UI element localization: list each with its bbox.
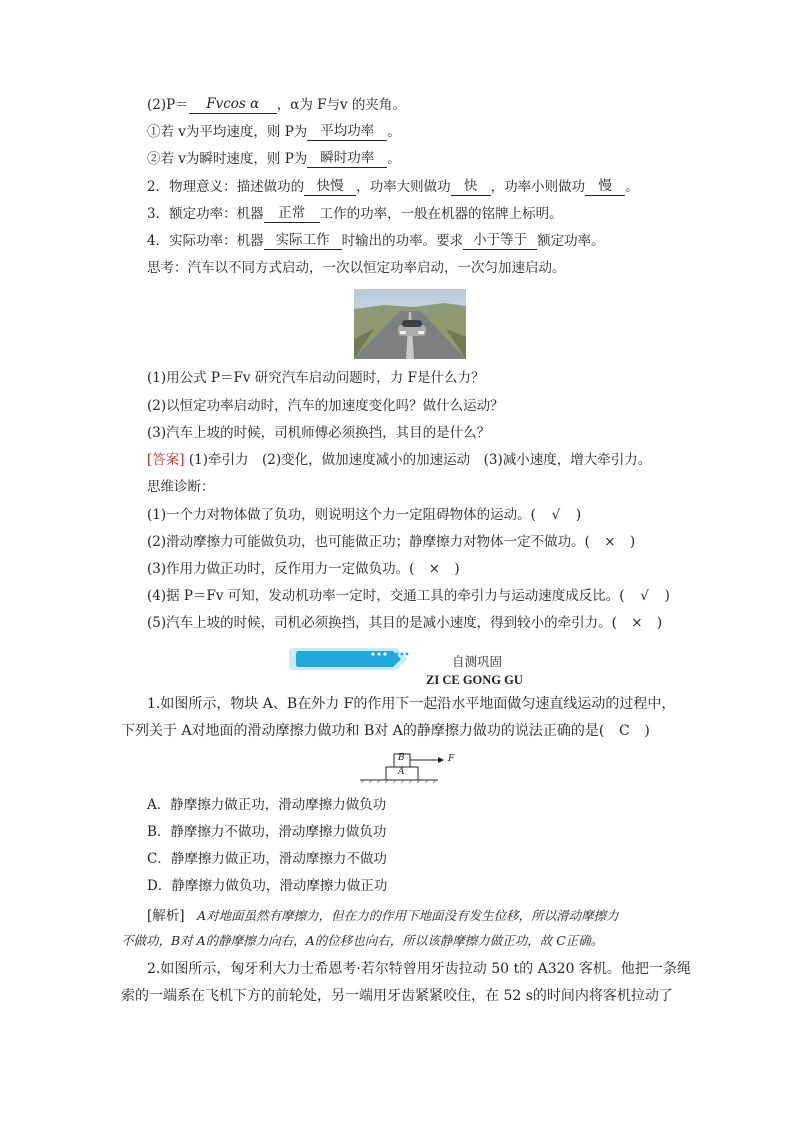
option-a: A．静摩擦力做正功，滑动摩擦力做负功 [147, 797, 387, 813]
diagnosis-item: (3)作用力做正功时，反作用力一定做负功。( × ) [147, 561, 460, 577]
q2-stem-line-1: 2.如图所示，匈牙利大力士希恩考·若尔特曾用牙齿拉动 50 t的 A320 客机。他把一条绳 [147, 961, 691, 977]
analysis-tag: [解析] [147, 908, 185, 924]
check-mark: √ [551, 507, 561, 523]
analysis-line-2: 不做功，B对 A的静摩擦力向右，A的位移也向右，所以该静摩擦力做正功，故 C正确。 [121, 933, 604, 948]
actual-blank-1: 实际工作 [264, 232, 342, 250]
car-on-road-image [354, 289, 466, 359]
force-f-label: F [448, 754, 455, 764]
banner-title: 自测巩固 [452, 654, 503, 669]
option-b: B．静摩擦力不做功，滑动摩擦力做负功 [147, 824, 387, 840]
formula-blank: Fvcos α [189, 96, 277, 114]
diagnosis-title: 思维诊断： [147, 479, 215, 495]
rated-power-line: 3．额定功率：机器 正常 工作的功率，一般在机器的铭牌上标明。 [147, 205, 563, 222]
instant-power-blank: 瞬时功率 [307, 150, 387, 168]
question-2: (2)以恒定功率启动时，汽车的加速度变化吗？做什么运动？ [147, 398, 504, 414]
actual-blank-2: 小于等于 [463, 232, 537, 250]
think-line: 思考：汽车以不同方式启动，一次以恒定功率启动，一次匀加速启动。 [147, 260, 566, 276]
banner-pinyin: ZI CE GONG GU [426, 673, 523, 687]
q1-stem-line-2: 下列关于 A对地面的滑动摩擦力做功和 B对 A的静摩擦力做功的说法正确的是( C ) [121, 723, 650, 739]
option-c: C．静摩擦力做正功，滑动摩擦力不做功 [147, 851, 387, 867]
instant-power-line: ②若 v为瞬时速度，则 P为 瞬时功率 。 [147, 150, 401, 167]
analysis-line-1: [解析] A对地面虽然有摩擦力，但在力的作用下地面没有发生位移，所以滑动摩擦力 [147, 908, 619, 924]
diagnosis-item: (1)一个力对物体做了负功，则说明这个力一定阻碍物体的运动。( √ ) [147, 507, 582, 523]
answer-line [147, 451, 651, 469]
answer-text: (1)牵引力 (2)变化，做加速度减小的加速运动 (3)减小速度，增大牵引力。 [188, 452, 652, 468]
answer-tag: [答案] [147, 452, 185, 468]
actual-power-line: 4．实际功率：机器 实际工作 时输出的功率。要求 小于等于 额定功率。 [147, 232, 605, 249]
meaning-blank-2: 快 [451, 178, 491, 196]
physical-meaning-line: 2．物理意义：描述做功的 快慢 ，功率大则做功 快 ，功率小则做功 慢 。 [147, 178, 639, 195]
q1-figure [360, 750, 470, 784]
average-power-line: ①若 v为平均速度，则 P为 平均功率 。 [147, 123, 401, 140]
q1-stem-line-1: 1.如图所示，物块 A、B在外力 F的作用下一起沿水平地面做匀速直线运动的过程中， [147, 696, 676, 712]
diagnosis-item: (2)滑动摩擦力可能做负功，也可能做正功；静摩擦力对物体一定不做功。( × ) [147, 534, 636, 550]
meaning-blank-3: 慢 [585, 178, 625, 196]
diagnosis-item: (5)汽车上坡的时候，司机必须换挡，其目的是减小速度，得到较小的牵引力。( × ) [147, 615, 663, 631]
cross-mark: × [631, 615, 643, 631]
question-1: (1)用公式 P＝Fv 研究汽车启动问题时，力 F是什么力？ [147, 370, 485, 386]
q2-stem-line-2: 索的一端系在飞机下方的前轮处，另一端用牙齿紧紧咬住，在 52 s的时间内将客机拉动了 [121, 988, 673, 1004]
block-b-label: B [398, 753, 405, 763]
diagnosis-item: (4)据 P＝Fv 可知，发动机功率一定时，交通工具的牵引力与运动速度成反比。( √ ) [147, 588, 670, 604]
block-a-label: A [398, 767, 405, 777]
question-3: (3)汽车上坡的时候，司机师傅必须换挡，其目的是什么？ [147, 425, 491, 441]
rated-blank: 正常 [264, 205, 320, 223]
q1-answer: C [618, 723, 630, 739]
car-photo [354, 289, 466, 359]
meaning-blank-1: 快慢 [304, 178, 356, 196]
formula-line: (2)P＝ Fvcos α ，α为 F与v 的夹角。 [147, 96, 406, 113]
average-power-blank: 平均功率 [307, 123, 387, 141]
cross-mark: × [604, 534, 616, 550]
check-mark: √ [640, 588, 649, 604]
option-d: D．静摩擦力做负功，滑动摩擦力做正功 [147, 878, 388, 894]
cross-mark: × [428, 561, 441, 577]
